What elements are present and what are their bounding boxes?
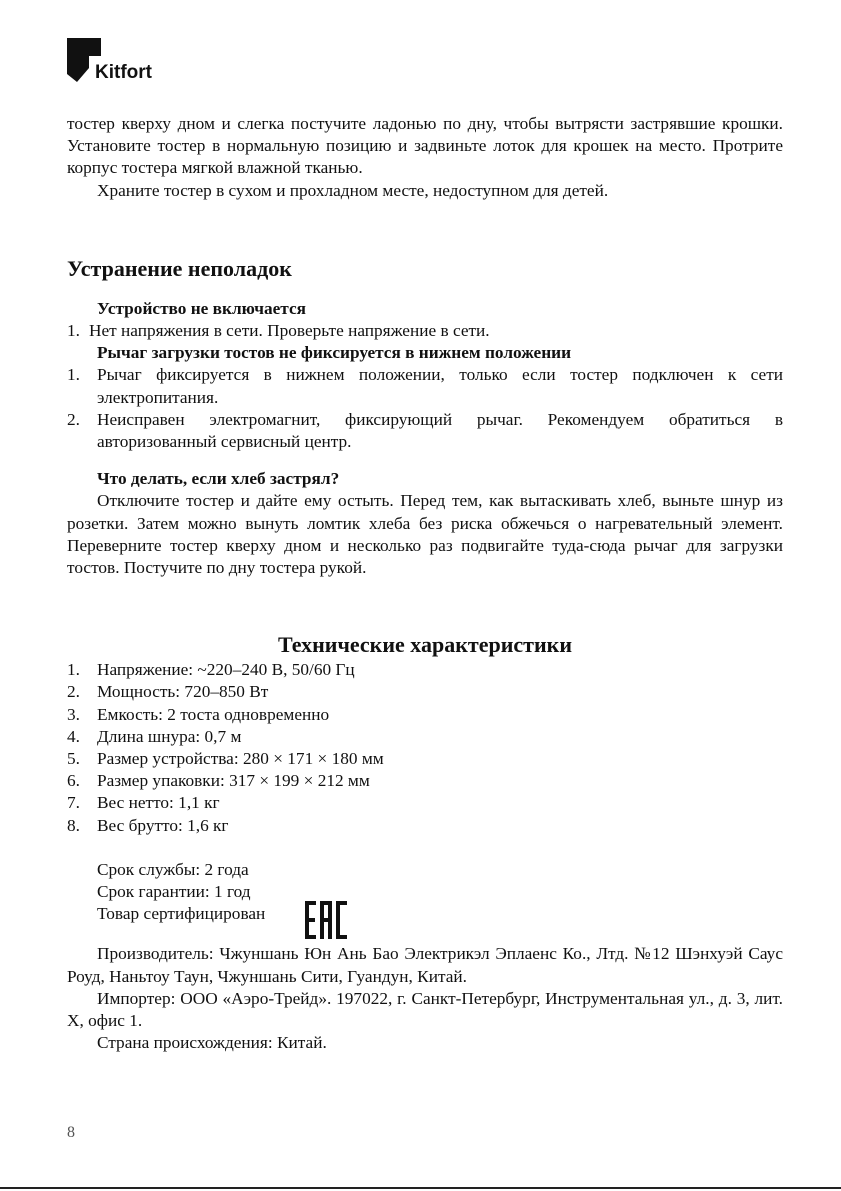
- spec-text: Вес брутто: 1,6 кг: [97, 815, 229, 835]
- troubleshooting-title: Устранение неполадок: [67, 255, 292, 281]
- spec-text: Вес нетто: 1,1 кг: [97, 793, 220, 813]
- list-number: 1.: [67, 321, 80, 341]
- specs-list: [67, 659, 783, 837]
- logo-text: Kitfort: [95, 62, 152, 83]
- list-text: Нет напряжения в сети. Проверьте напряжение в сети.: [89, 321, 490, 341]
- spec-item: [67, 659, 783, 681]
- kitfort-logo: [67, 38, 177, 86]
- eac-certification-icon: [305, 901, 347, 939]
- importer-info: Импортер: ООО «Аэро-Трейд». 197022, г. Санкт-Петербург, Инструментальная ул., д. 3, лит. Х, офис 1.: [67, 988, 783, 1031]
- spec-item: [67, 815, 783, 837]
- spec-text: Размер упаковки: 317 × 199 × 212 мм: [97, 771, 370, 791]
- list-text: Рычаг фиксируется в нижнем положении, только если тостер подключен к сети электропитания.: [97, 365, 783, 407]
- service-life: Срок службы: 2 года: [97, 859, 249, 879]
- list-item: [67, 364, 783, 408]
- spec-item: [67, 770, 783, 792]
- list-number: 8.: [67, 815, 80, 835]
- spec-item: [67, 681, 783, 703]
- spec-item: [67, 792, 783, 814]
- list-number: 6.: [67, 771, 80, 791]
- service-block: [67, 859, 783, 926]
- problem-2-title: Рычаг загрузки тостов не фиксируется в нижнем положении: [97, 343, 572, 363]
- list-number: 5.: [67, 749, 80, 769]
- problem-3-title: Что делать, если хлеб застрял?: [97, 469, 340, 489]
- page-content: [67, 113, 783, 1055]
- spec-item: [67, 748, 783, 770]
- certification-note: Товар сертифицирован: [97, 904, 266, 924]
- list-number: 4.: [67, 726, 80, 746]
- list-number: 3.: [67, 704, 80, 724]
- intro-paragraph-1: тостер кверху дном и слегка постучите ладонью по дну, чтобы вытрясти застрявшие крошки. Установите тостер в нормальную позицию и задвиньте лоток для крошек на место. Протрите корпус тостера мягкой влажной тканью.: [67, 114, 783, 178]
- list-item: [67, 409, 783, 453]
- problem-1-list: [67, 320, 783, 342]
- list-text: Неисправен электромагнит, фиксирующий рычаг. Рекомендуем обратиться в авторизованный сервисный центр.: [97, 409, 783, 452]
- spec-text: Напряжение: ~220–240 В, 50/60 Гц: [97, 660, 355, 680]
- manufacturer-info: Производитель: Чжуншань Юн Ань Бао Электрикэл Эплаенс Ко., Лтд. №12 Шэнхуэй Саус Роуд, Наньтоу Таун, Чжуншань Сити, Гуандун, Китай.: [67, 944, 783, 986]
- problem-1-title: Устройство не включается: [97, 298, 306, 318]
- spec-text: Мощность: 720–850 Вт: [97, 682, 269, 702]
- list-number: 2.: [67, 409, 80, 429]
- warranty-period: Срок гарантии: 1 год: [97, 882, 251, 902]
- list-number: 7.: [67, 793, 80, 813]
- intro-paragraph-2: Храните тостер в сухом и прохладном месте, недоступном для детей.: [97, 180, 609, 200]
- list-number: 2.: [67, 682, 80, 702]
- spec-text: Длина шнура: 0,7 м: [97, 726, 242, 746]
- country-of-origin: Страна происхождения: Китай.: [97, 1033, 327, 1053]
- page-number: 8: [67, 1124, 75, 1141]
- list-number: 1.: [67, 660, 80, 680]
- problem-2-list: [67, 364, 783, 453]
- spec-item: [67, 726, 783, 748]
- spec-text: Размер устройства: 280 × 171 × 180 мм: [97, 749, 384, 769]
- spec-item: [67, 704, 783, 726]
- spec-text: Емкость: 2 тоста одновременно: [97, 704, 330, 724]
- problem-3-text: Отключите тостер и дайте ему остыть. Перед тем, как вытаскивать хлеб, выньте шнур из розетки. Затем можно вынуть ломтик хлеба без риска обжечься о нагревательный элемент. Переверните тостер кверху дном и несколько раз подвигайте туда-сюда рычаг для загрузки тостов. Постучите по дну тостера рукой.: [67, 491, 783, 578]
- list-number: 1.: [67, 365, 80, 385]
- bottom-divider: [0, 1187, 841, 1189]
- list-item: [67, 320, 783, 342]
- specs-title: Технические характеристики: [277, 632, 573, 658]
